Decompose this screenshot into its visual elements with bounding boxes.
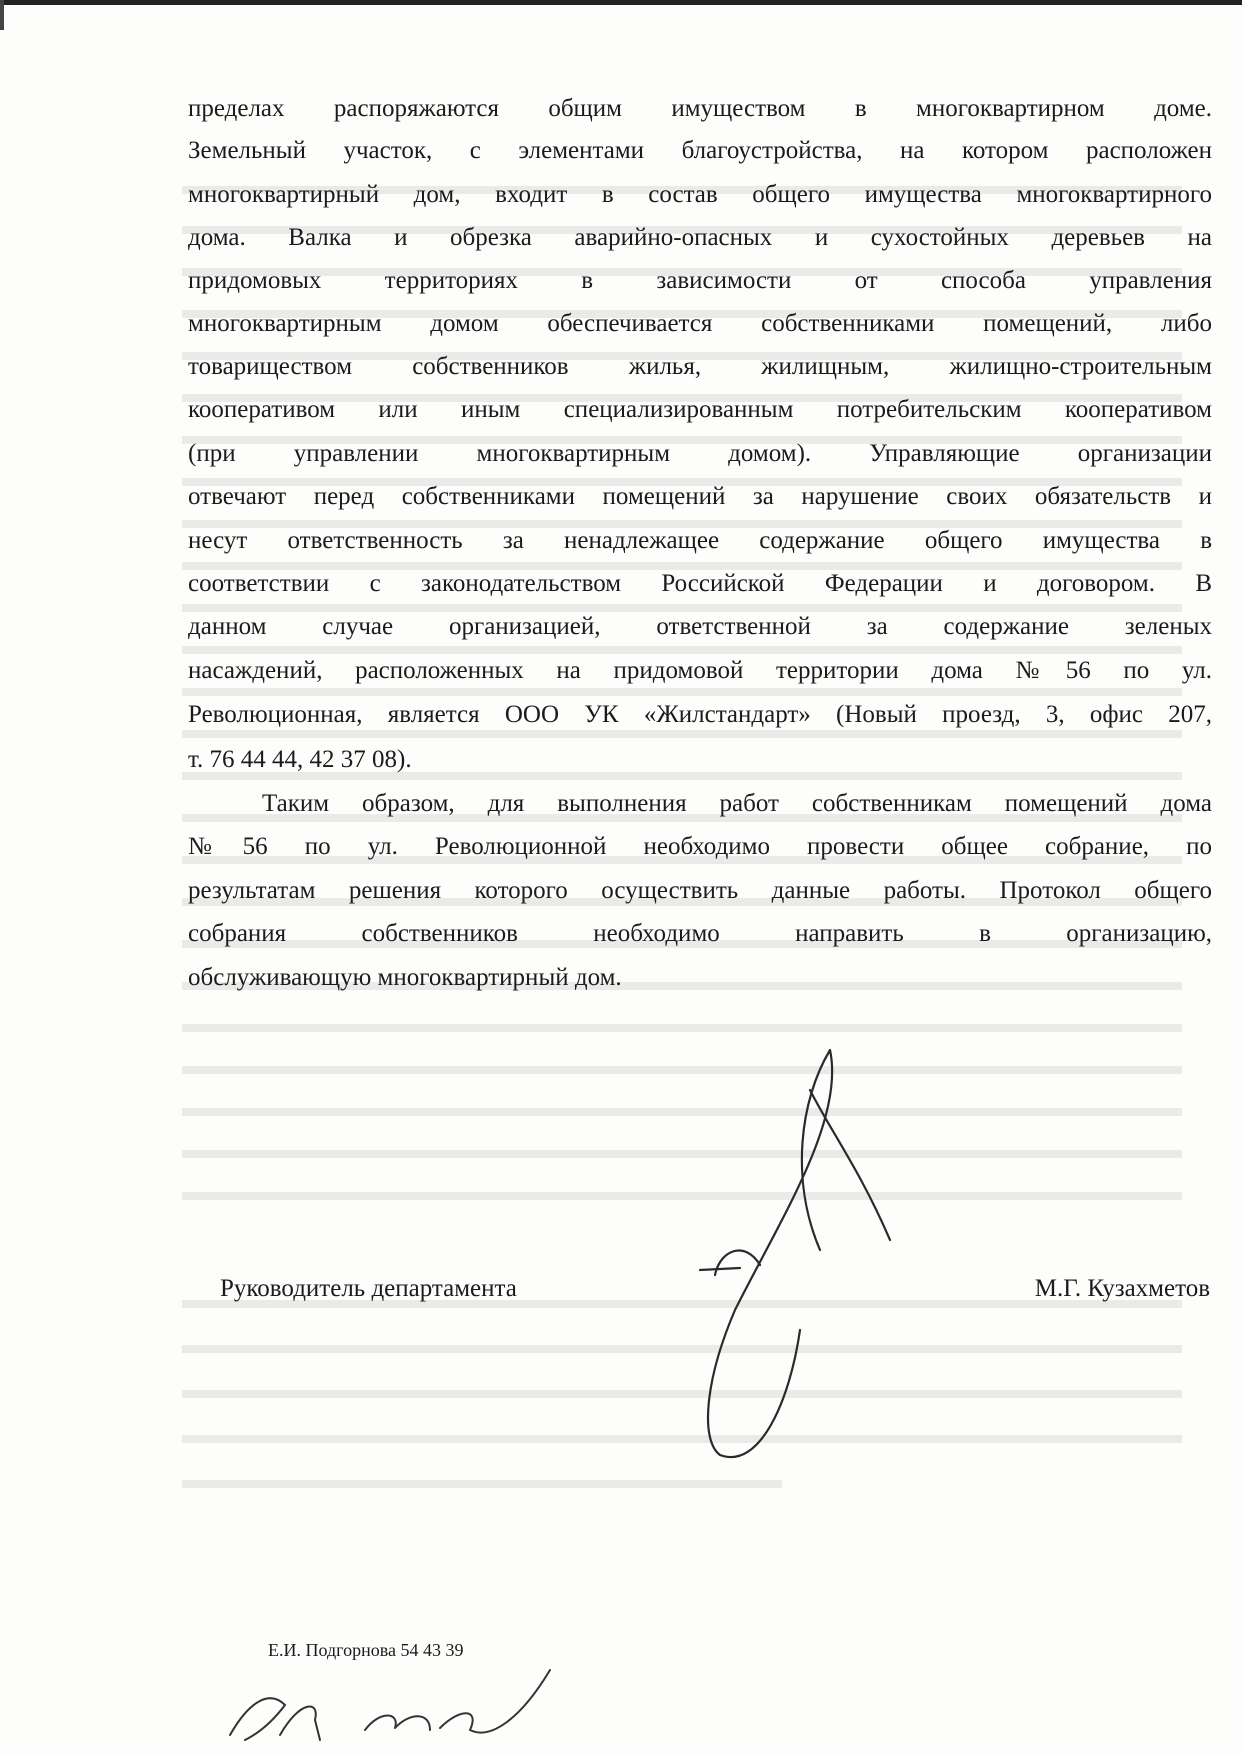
signature-title: Руководитель департамента — [220, 1275, 517, 1302]
body-line: дома. Валка и обрезка аварийно-опасных и сухостойных деревьев на — [188, 224, 1212, 251]
body-line: результатам решения которого осуществить данные работы. Протокол общего — [188, 877, 1212, 904]
body-line: кооперативом или иным специализированным потребительским кооперативом — [188, 396, 1212, 423]
body-line: отвечают перед собственниками помещений за нарушение своих обязательств и — [188, 483, 1212, 510]
executor-contact: Е.И. Подгорнова 54 43 39 — [268, 1640, 464, 1660]
body-line: Таким образом, для выполнения работ собственникам помещений дома — [262, 790, 1212, 817]
body-line: соответствии с законодательством Российской Федерации и договором. В — [188, 570, 1212, 597]
body-line: обслуживающую многоквартирный дом. — [188, 964, 622, 991]
body-line: многоквартирный дом, входит в состав общего имущества многоквартирного — [188, 181, 1212, 208]
body-line: Революционная, является ООО УК «Жилстандарт» (Новый проезд, 3, офис 207, — [188, 701, 1212, 728]
body-line: (при управлении многоквартирным домом). Управляющие организации — [188, 440, 1212, 467]
body-line: Земельный участок, с элементами благоустройства, на котором расположен — [188, 137, 1212, 164]
signature-name: М.Г. Кузахметов — [1034, 1275, 1210, 1302]
body-line: многоквартирным домом обеспечивается собственниками помещений, либо — [188, 310, 1212, 337]
body-line: данном случае организацией, ответственной за содержание зеленых — [188, 613, 1212, 640]
body-line: т. 76 44 44, 42 37 08). — [188, 746, 412, 773]
body-line: несут ответственность за ненадлежащее содержание общего имущества в — [188, 527, 1212, 554]
body-line: насаждений, расположенных на придомовой территории дома №56 по ул. — [188, 657, 1212, 684]
body-line: товариществом собственников жилья, жилищным, жилищно-строительным — [188, 353, 1212, 380]
body-line: собрания собственников необходимо направить в организацию, — [188, 920, 1212, 947]
body-line: пределах распоряжаются общим имуществом в многоквартирном доме. — [188, 95, 1212, 122]
body-line: №56 по ул. Революционной необходимо провести общее собрание, по — [188, 833, 1212, 860]
body-line: придомовых территориях в зависимости от способа управления — [188, 267, 1212, 294]
